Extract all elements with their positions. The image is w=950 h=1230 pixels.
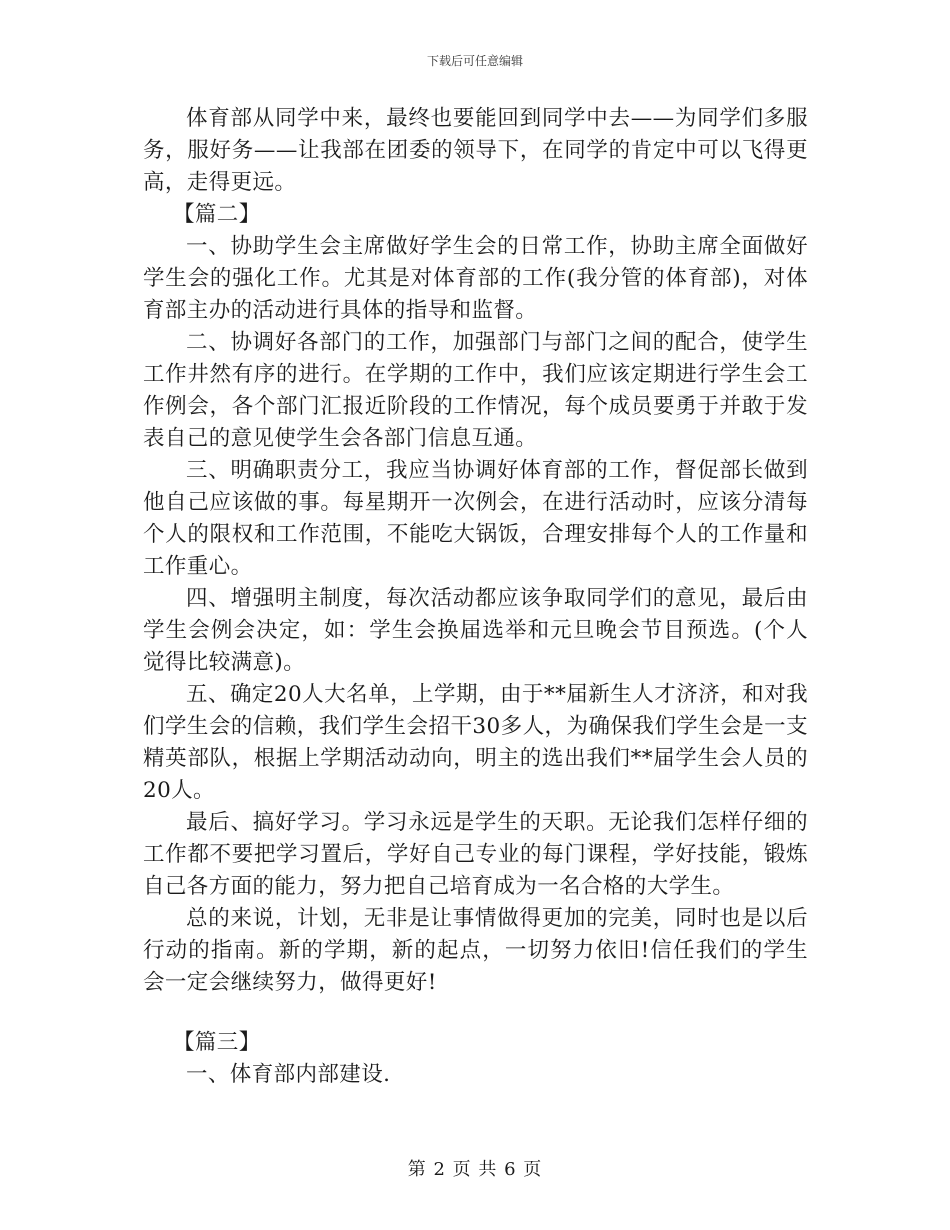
section-heading-3: 【篇三】 [173, 1030, 261, 1055]
paragraph-3: 二、协调好各部门的工作，加强部门与部门之间的配合，使学生工作井然有序的进行。在学期的工作中，我们应该定期进行学生会工作例会，各个部门汇报近阶段的工作情况，每个成员要勇于并敢于发表自己的意见使学生会各部门信息互通。 [143, 330, 808, 451]
paragraph-4: 三、明确职责分工，我应当协调好体育部的工作，督促部长做到他自己应该做的事。每星期开一次例会，在进行活动时，应该分清每个人的限权和工作范围，不能吃大锅饭，合理安排每个人的工作量和工作重心。 [143, 458, 808, 579]
paragraph-5: 四、增强明主制度，每次活动都应该争取同学们的意见，最后由学生会例会决定，如：学生会换届选举和元旦晚会节目预选。(个人觉得比较满意)。 [143, 586, 808, 675]
paragraph-8: 总的来说，计划，无非是让事情做得更加的完美，同时也是以后行动的指南。新的学期，新的起点，一切努力依旧!信任我们的学生会一定会继续努力，做得更好! [143, 906, 808, 995]
section-heading-2: 【篇二】 [173, 202, 261, 227]
paragraph-1: 体育部从同学中来，最终也要能回到同学中去——为同学们多服务，服好务——让我部在团委的领导下，在同学的肯定中可以飞得更高，走得更远。 [143, 106, 808, 195]
paragraph-7: 最后、搞好学习。学习永远是学生的天职。无论我们怎样仔细的工作都不要把学习置后，学好自己专业的每门课程，学好技能，锻炼自己各方面的能力，努力把自己培育成为一名合格的大学生。 [143, 810, 808, 899]
paragraph-9: 一、体育部内部建设. [186, 1062, 391, 1087]
document-body [143, 103, 808, 1091]
section-gap [143, 999, 808, 1027]
page-header-note: 下载后可任意编辑 [426, 54, 523, 68]
paragraph-6: 五、确定20人大名单，上学期，由于**届新生人才济济，和对我们学生会的信赖，我们学生会招干30多人，为确保我们学生会是一支精英部队，根据上学期活动动向，明主的选出我们**届学生会人员的20人。 [143, 682, 808, 803]
paragraph-2: 一、协助学生会主席做好学生会的日常工作，协助主席全面做好学生会的强化工作。尤其是对体育部的工作(我分管的体育部)，对体育部主办的活动进行具体的指导和监督。 [143, 234, 808, 323]
page-number: 第 2 页 共 6 页 [407, 1159, 543, 1180]
